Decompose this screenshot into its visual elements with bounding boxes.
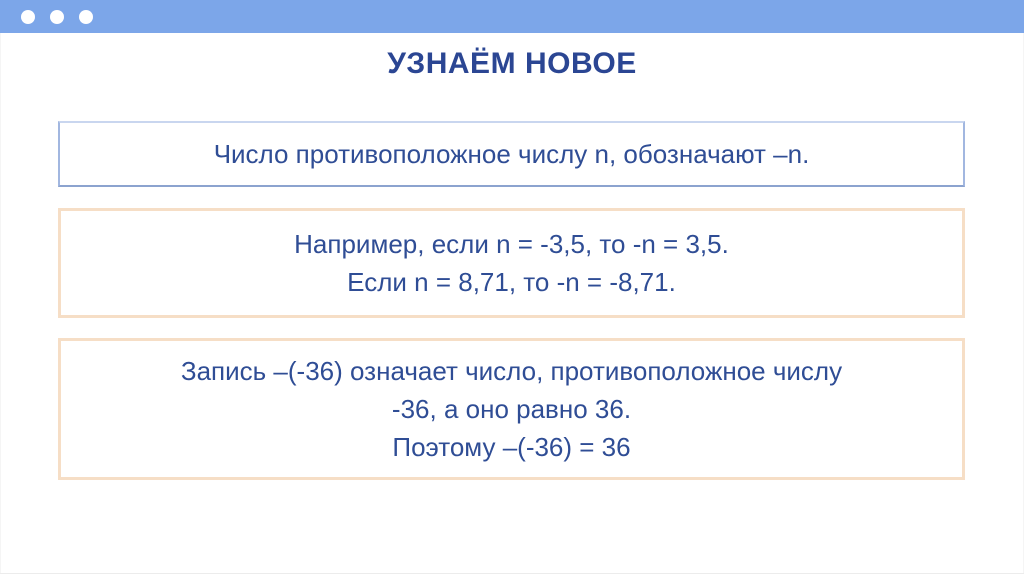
example-box: [58, 208, 965, 318]
example-line-1: Например, если n = -3,5, то -n = 3,5.: [294, 229, 729, 259]
note-box: [58, 338, 965, 480]
window-dot-icon: [21, 10, 35, 24]
page-title: УЗНАЁМ НОВОЕ: [387, 47, 637, 80]
window-dot-icon: [79, 10, 93, 24]
window-titlebar: [0, 0, 1024, 33]
note-line-2: -36, а оно равно 36.: [391, 394, 632, 424]
note-line-1: Запись –(-36) означает число, противоположное числу: [180, 356, 843, 386]
example-line-2: Если n = 8,71, то -n = -8,71.: [347, 267, 676, 297]
definition-box: [58, 121, 965, 187]
definition-text: Число противоположное числу n, обозначают –n.: [213, 139, 810, 169]
note-line-3: Поэтому –(-36) = 36: [392, 432, 631, 462]
window-dot-icon: [50, 10, 64, 24]
slide-content: [58, 121, 965, 480]
